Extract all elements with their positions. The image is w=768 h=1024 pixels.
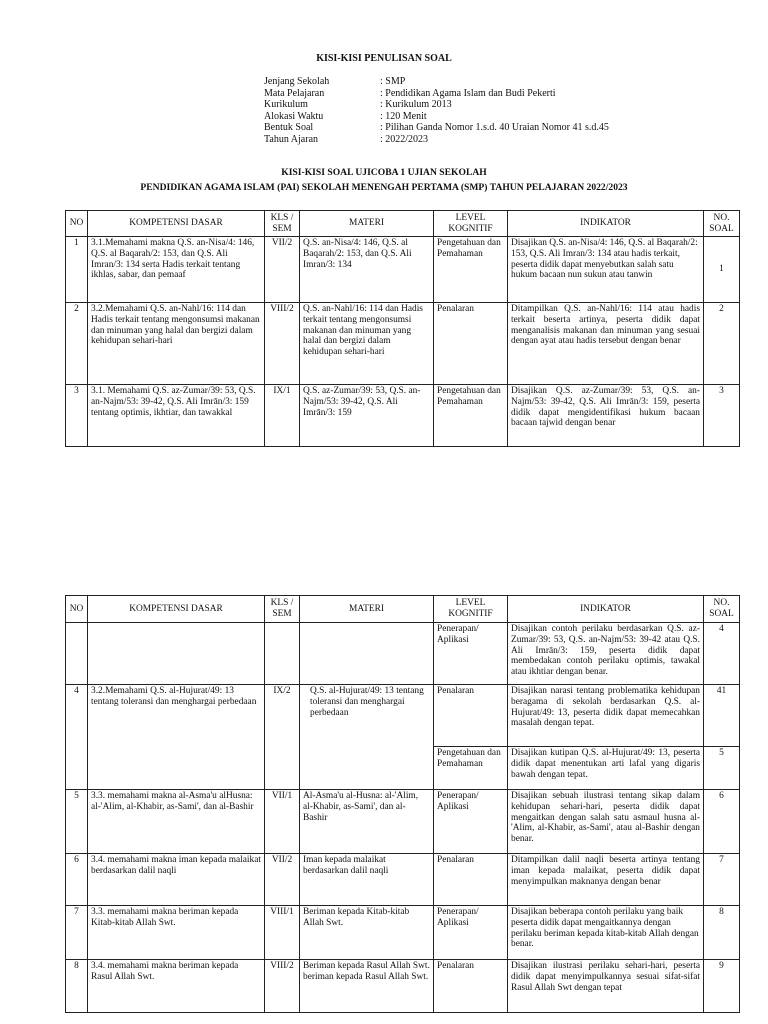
col-header-kls: KLS / SEM	[265, 596, 300, 623]
kisi-table-1	[65, 210, 740, 447]
cell-kompetensi	[88, 623, 265, 685]
cell-kompetensi: 3.2.Memahami Q.S. an-Nahl/16: 114 dan Hadis terkait tentang mengonsumsi makanan dan minuman yang halal dan bergizi dalam kehidupan sehari-hari	[88, 303, 265, 385]
cell-level: Penerapan/ Aplikasi	[434, 906, 508, 960]
cell-no: 4	[66, 685, 88, 790]
header-row	[66, 596, 740, 623]
cell-level: Penalaran	[434, 854, 508, 906]
col-header-no: NO	[66, 211, 88, 237]
kisi-table-2	[65, 595, 740, 1013]
cell-level: Penalaran	[434, 685, 508, 747]
cell-materi: Al-Asma'u al-Husna: al-'Alim, al-Khabir, as-Sami', dan al-Bashir	[300, 790, 434, 854]
cell-no: 3	[66, 385, 88, 447]
cell-nosoal: 3	[704, 385, 740, 447]
meta-value: : Kurikulum 2013	[380, 99, 452, 111]
col-header-nosoal: NO. SOAL	[704, 211, 740, 237]
cell-nosoal: 8	[704, 906, 740, 960]
cell-kls: VII/2	[265, 854, 300, 906]
meta-value: : 120 Menit	[380, 110, 427, 122]
cell-no: 7	[66, 906, 88, 960]
cell-nosoal: 6	[704, 790, 740, 854]
table-row	[66, 685, 740, 747]
cell-indikator: Disajikan beberapa contoh perilaku yang baik peserta didik dapat mengaitkannya dengan perilaku beriman kepada kitab-kitab Allah dengan benar.	[508, 906, 704, 960]
table-row	[66, 790, 740, 854]
cell-kompetensi: 3.1. Memahami Q.S. az-Zumar/39: 53, Q.S. an-Najm/53: 39-42, Q.S. Ali Imrān/3: 159 tentang optimis, ikhtiar, dan tawakkal	[88, 385, 265, 447]
table-row	[66, 960, 740, 1013]
col-header-materi: MATERI	[300, 596, 434, 623]
cell-level: Pengetahuan dan Pemahaman	[434, 747, 508, 790]
cell-kls: IX/1	[265, 385, 300, 447]
table-row	[66, 854, 740, 906]
cell-kls	[265, 623, 300, 685]
cell-no: 6	[66, 854, 88, 906]
cell-nosoal: 5	[704, 747, 740, 790]
table-row	[66, 623, 740, 685]
cell-nosoal: 7	[704, 854, 740, 906]
document-meta	[264, 76, 609, 146]
cell-indikator: Disajikan Q.S. az-Zumar/39: 53, Q.S. an-Najm/53: 39-42, Q.S. Ali Imrān/3: 159, peserta didik dapat mengidentifikasi hukum bacaan bacaan tajwid dengan benar	[508, 385, 704, 447]
section-subtitle: PENDIDIKAN AGAMA ISLAM (PAI) SEKOLAH MENENGAH PERTAMA (SMP) TAHUN PELAJARAN 2022/2023	[140, 182, 628, 193]
cell-kompetensi: 3.4. memahami makna iman kepada malaikat berdasarkan dalil naqli	[88, 854, 265, 906]
cell-kls: VII/2	[265, 237, 300, 303]
cell-level: Penerapan/ Aplikasi	[434, 623, 508, 685]
cell-no: 8	[66, 960, 88, 1013]
cell-kompetensi: 3.1.Memahami makna Q.S. an-Nisa/4: 146, Q.S. al Baqarah/2: 153, dan Q.S. Ali Imran/3: 134 serta Hadis terkait tentang ikhlas, sabar, dan pemaaf	[88, 237, 265, 303]
col-header-indikator: INDIKATOR	[508, 211, 704, 237]
cell-indikator: Disajikan contoh perilaku berdasarkan Q.S. az-Zumar/39: 53, Q.S. an-Najm/53: 39-42 atau Q.S. Ali Imrān/3: 159, peserta didik dapat membedakan contoh perilaku optimis, tawakal atau ikhtiar dengan benar.	[508, 623, 704, 685]
cell-materi: Q.S. an-Nisa/4: 146, Q.S. al Baqarah/2: 153, dan Q.S. Ali Imran/3: 134	[300, 237, 434, 303]
cell-kompetensi: 3.3. memahami makna al-Asma'u alHusna: al-'Alim, al-Khabir, as-Sami', dan al-Bashir	[88, 790, 265, 854]
cell-indikator: Ditampilkan Q.S. an-Nahl/16: 114 atau hadis terkait beserta artinya, peserta didik dapat menganalisis makanan dan minuman yang sesuai dengan ayat atau hadis tersebut dengan benar	[508, 303, 704, 385]
cell-kls: VIII/2	[265, 303, 300, 385]
cell-kls: IX/2	[265, 685, 300, 790]
meta-value: : Pilihan Ganda Nomor 1.s.d. 40 Uraian Nomor 41 s.d.45	[380, 122, 609, 134]
meta-key: Tahun Ajaran	[264, 133, 319, 145]
cell-nosoal: 1	[704, 237, 740, 303]
cell-no: 5	[66, 790, 88, 854]
cell-indikator: Disajikan Q.S. an-Nisa/4: 146, Q.S. al Baqarah/2: 153, Q.S. Ali Imran/3: 134 atau hadis terkait, peserta didik dapat menyebutkan salah satu hukum bacaan nun sukun atau tanwin	[508, 237, 704, 303]
meta-key: Bentuk Soal	[264, 122, 314, 134]
cell-no: 1	[66, 237, 88, 303]
col-header-kls: KLS / SEM	[265, 211, 300, 237]
cell-nosoal: 9	[704, 960, 740, 1013]
col-header-materi: MATERI	[300, 211, 434, 237]
cell-kls: VIII/1	[265, 906, 300, 960]
meta-row	[264, 99, 609, 111]
section-title: KISI-KISI SOAL UJICOBA 1 UJIAN SEKOLAH	[281, 167, 487, 178]
cell-level: Penalaran	[434, 960, 508, 1013]
cell-no	[66, 623, 88, 685]
meta-key: Alokasi Waktu	[264, 110, 324, 122]
table-row	[66, 385, 740, 447]
cell-level: Penerapan/ Aplikasi	[434, 790, 508, 854]
meta-row	[264, 111, 609, 123]
col-header-kompetensi: KOMPETENSI DASAR	[88, 596, 265, 623]
table-row	[66, 303, 740, 385]
col-header-nosoal: NO. SOAL	[704, 596, 740, 623]
cell-kls: VII/1	[265, 790, 300, 854]
cell-nosoal: 4	[704, 623, 740, 685]
cell-indikator: Disajikan narasi tentang problematika kehidupan beragama di sekolah berdasarkan Q.S. al-Hujurat/49: 13, peserta didik dapat memecahkan masalah dengan tepat.	[508, 685, 704, 747]
cell-indikator: Disajikan sebuah ilustrasi tentang sikap dalam kehidupan sehari-hari, peserta didik dapat mengaitkan dengan salah satu asmaul husna al-'Alim, al-Khabir, as-Sami', atau al-Bashir dengan benar.	[508, 790, 704, 854]
cell-kls: VIII/2	[265, 960, 300, 1013]
col-header-no: NO	[66, 596, 88, 623]
cell-kompetensi: 3.4. memahami makna beriman kepada Rasul Allah Swt.	[88, 960, 265, 1013]
meta-key: Jenjang Sekolah	[264, 76, 330, 87]
cell-kompetensi: 3.3. memahami makna beriman kepada Kitab-kitab Allah Swt.	[88, 906, 265, 960]
cell-indikator: Disajikan kutipan Q.S. al-Hujurat/49: 13, peserta didik dapat menentukan arti lafal yang digaris bawah dengan tepat.	[508, 747, 704, 790]
meta-row	[264, 122, 609, 134]
table-row	[66, 906, 740, 960]
meta-row	[264, 88, 609, 100]
cell-level: Penalaran	[434, 303, 508, 385]
cell-materi: Q.S. al-Hujurat/49: 13 tentang toleransi dan menghargai perbedaan	[300, 685, 434, 790]
meta-key: Mata Pelajaran	[264, 87, 325, 99]
header-row	[66, 211, 740, 237]
col-header-indikator: INDIKATOR	[508, 596, 704, 623]
meta-value: : 2022/2023	[380, 133, 429, 145]
cell-materi: Beriman kepada Rasul Allah Swt. beriman kepada Rasul Allah Swt.	[300, 960, 434, 1013]
col-header-level: LEVEL KOGNITIF	[434, 211, 508, 237]
meta-value: : Pendidikan Agama Islam dan Budi Pekerti	[380, 87, 556, 99]
meta-row	[264, 134, 609, 146]
cell-indikator: Disajikan ilustrasi perilaku sehari-hari, peserta didik dapat menyimpulkannya sesuai sifat-sifat Rasul Allah Swt dengan tepat	[508, 960, 704, 1013]
cell-materi: Iman kepada malaikat berdasarkan dalil naqli	[300, 854, 434, 906]
col-header-kompetensi: KOMPETENSI DASAR	[88, 211, 265, 237]
meta-value: : SMP	[380, 76, 406, 87]
cell-level: Pengetahuan dan Pemahaman	[434, 385, 508, 447]
meta-row	[264, 76, 609, 88]
cell-materi: Q.S. az-Zumar/39: 53, Q.S. an-Najm/53: 39-42, Q.S. Ali Imrān/3: 159	[300, 385, 434, 447]
cell-materi: Q.S. an-Nahl/16: 114 dan Hadis terkait tentang mengonsumsi makanan dan minuman yang halal dan bergizi dalam kehidupan sehari-hari	[300, 303, 434, 385]
cell-materi: Beriman kepada Kitab-kitab Allah Swt.	[300, 906, 434, 960]
cell-level: Pengetahuan dan Pemahaman	[434, 237, 508, 303]
cell-indikator: Ditampilkan dalil naqli beserta artinya tentang iman kepada malaikat, peserta didik dapat menyimpulkan maknanya dengan benar	[508, 854, 704, 906]
table-row	[66, 237, 740, 303]
col-header-level: LEVEL KOGNITIF	[434, 596, 508, 623]
cell-kompetensi: 3.2.Memahami Q.S. al-Hujurat/49: 13 tentang toleransi dan menghargai perbedaan	[88, 685, 265, 790]
cell-materi	[300, 623, 434, 685]
cell-no: 2	[66, 303, 88, 385]
cell-nosoal: 2	[704, 303, 740, 385]
document-title: KISI-KISI PENULISAN SOAL	[316, 53, 452, 64]
meta-key: Kurikulum	[264, 99, 308, 111]
cell-nosoal: 41	[704, 685, 740, 747]
